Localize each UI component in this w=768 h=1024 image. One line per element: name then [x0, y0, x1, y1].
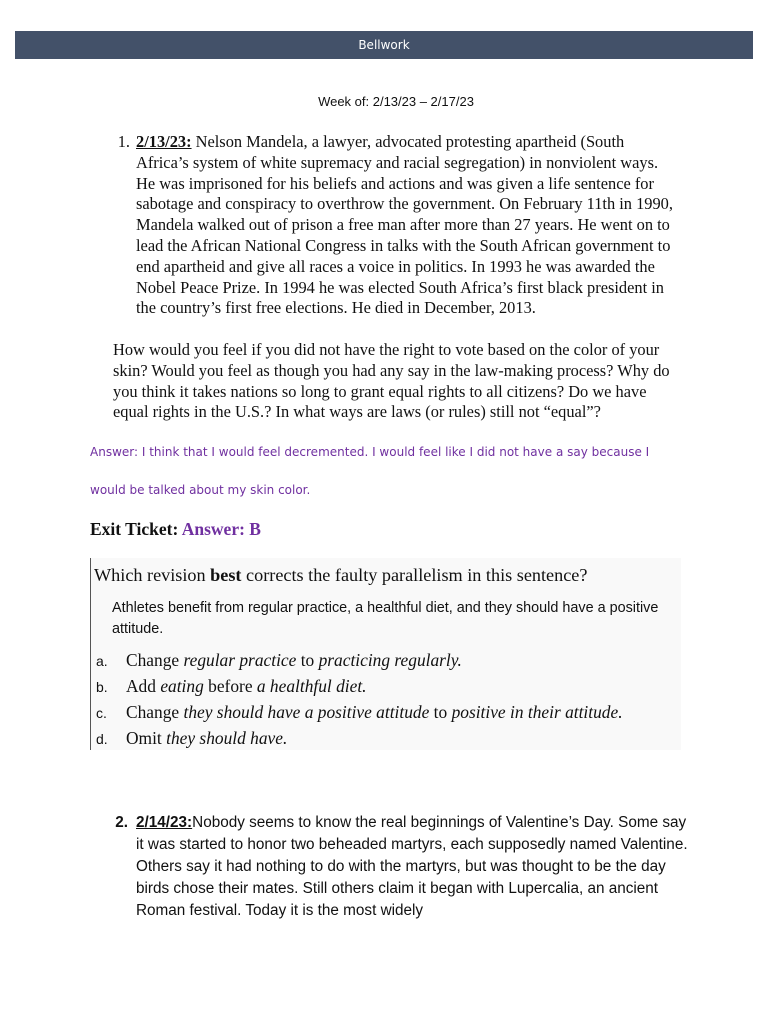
option-a: a. Change regular practice to practicing regularly. [96, 650, 462, 670]
exit-ticket-label: Exit Ticket: [90, 519, 182, 539]
exit-ticket-answer: Answer: B [181, 519, 261, 539]
exit-ticket-heading [90, 519, 261, 540]
title-bar-label: Bellwork [358, 38, 410, 52]
question-sentence: Athletes benefit from regular practice, a healthful diet, and they should have a positive attitude. [112, 600, 659, 637]
student-answer-line-2: would be talked about my skin color. [90, 483, 311, 497]
bellwork-item-2 [115, 812, 696, 922]
option-c: c. Change they should have a positive attitude to positive in their attitude. [96, 702, 623, 722]
option-b: b. Add eating before a healthful diet. [96, 676, 367, 696]
item-text: Nelson Mandela, a lawyer, advocated protesting apartheid (South Africa’s system of white supremacy and racial segregation) in nonviolent ways. He was imprisoned for his beliefs and actions and was given a life sentence for sabotage and conspiracy to overthrow the government. On February 11th in 1990, Mandela walked out of prison a free man after more than 27 years. He went on to lead the African National Congress in talks with the South African government to end apartheid and give all races a voice in politics. In 1993 he was awarded the Nobel Peace Prize. In 1994 he was elected South Africa’s first black president in the country’s first free elections. He died in December, 2013. [136, 132, 673, 318]
question-prompt: Which revision best corrects the faulty parallelism in this sentence? [94, 565, 588, 585]
item-date: 2/14/23: [136, 814, 193, 831]
title-bar [15, 31, 753, 59]
option-d: d. Omit they should have. [96, 728, 288, 748]
reflection-questions: How would you feel if you did not have the right to vote based on the color of your skin? Would you feel as though you had any say in the law-making process? Why do you think it takes nations so long to grant equal rights to all citizens? Do we have equal rights in the U.S.? In what ways are laws (or rules) still not “equal”? [113, 340, 670, 422]
item-date: 2/13/23: [136, 132, 192, 151]
item-number: 1. [117, 132, 130, 151]
student-answer-line-1: Answer: I think that I would feel decremented. I would feel like I did not have a say because I [90, 445, 650, 459]
item-number: 2. [115, 814, 128, 831]
exit-ticket-question-image [90, 558, 681, 750]
item-text: Nobody seems to know the real beginnings of Valentine’s Day. Some say it was started to honor two beheaded martyrs, each supposedly named Valentine. Others say it had nothing to do with the martyrs, but was thought to be the day birds chose their mates. Still others claim it began with Lupercalia, an ancient Roman festival. Today it is the most widely [136, 814, 688, 919]
week-of-heading: Week of: 2/13/23 – 2/17/23 [318, 94, 474, 109]
bellwork-item-1 [117, 132, 676, 319]
